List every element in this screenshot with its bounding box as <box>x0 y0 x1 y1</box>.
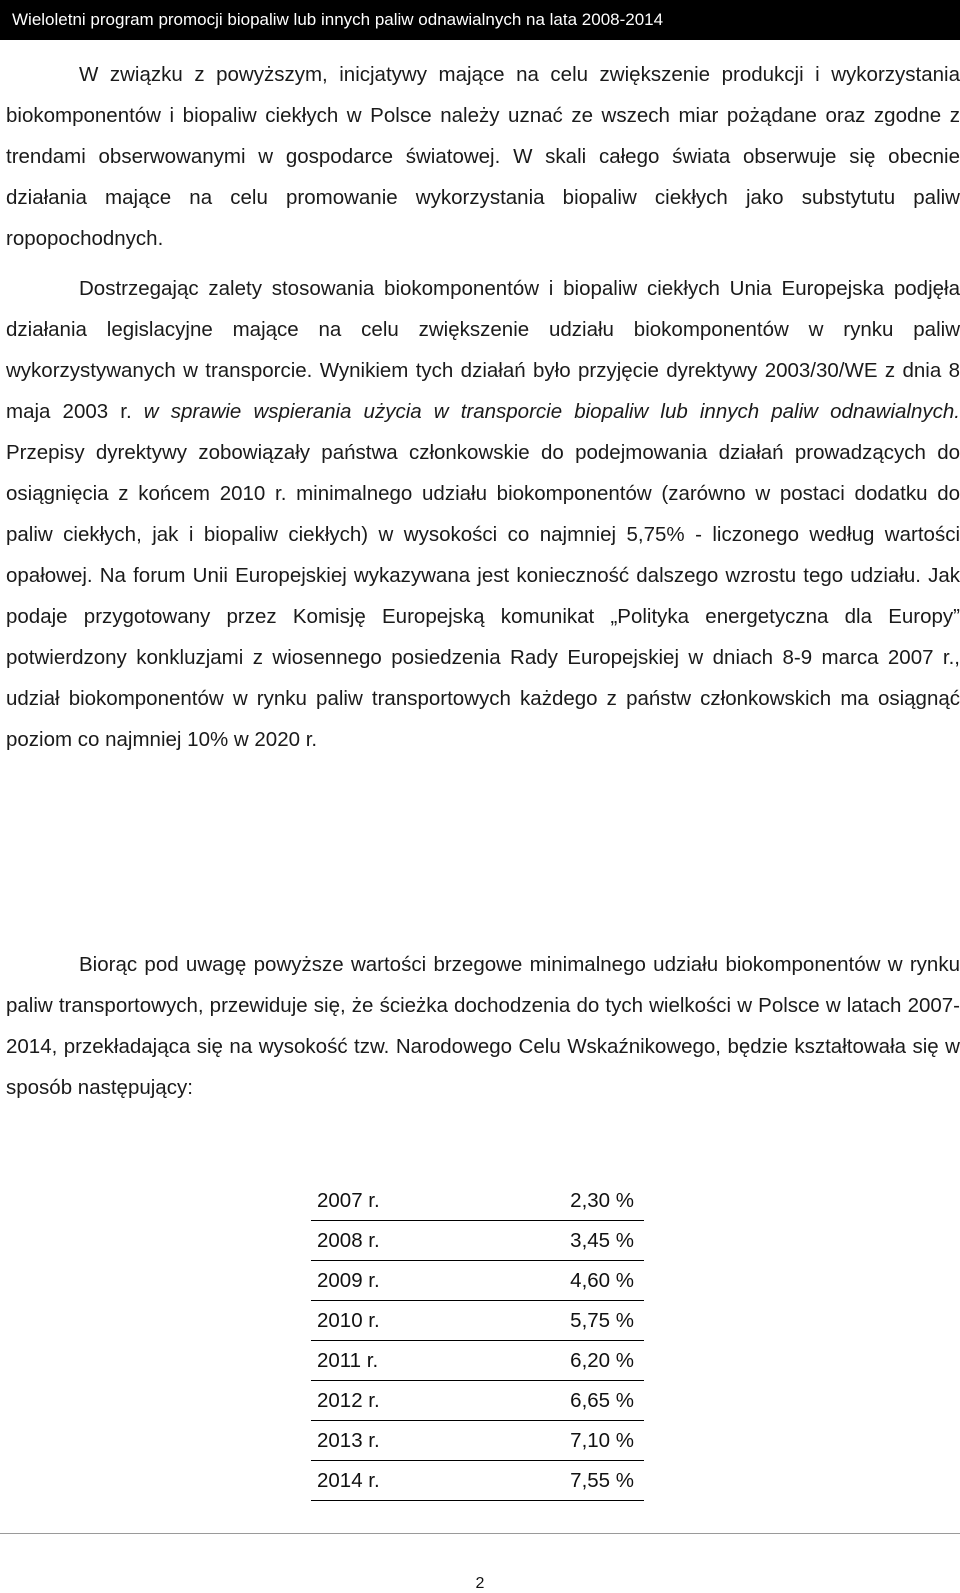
document-header <box>0 0 960 40</box>
table-row <box>311 1461 644 1501</box>
paragraph-2-text-a: Dostrzegając zalety stosowania biokomponentów i biopaliw ciekłych Unia Europejska podjęła działania legislacyjne mające na celu zwiększenie udziału biokomponentów w rynku paliw wykorzystywanych w transporcie. Wynikiem tych działań było przyjęcie dyrektywy 2003/30/WE z dnia 8 maja 2003 r. <box>6 277 960 423</box>
paragraph-1: W związku z powyższym, inicjatywy mające na celu zwiększenie produkcji i wykorzystania biokomponentów i biopaliw ciekłych w Polsce należy uznać ze wszech miar pożądane oraz zgodne z trendami obserwowanymi w gospodarce światowej. W skali całego świata obserwuje się obecnie działania mające na celu promowanie wykorzystania biopaliw ciekłych jako substytutu paliw ropopochodnych. <box>6 63 960 250</box>
table-row <box>311 1221 644 1261</box>
percent-cell: 7,10 % <box>512 1421 644 1461</box>
year-cell: 2012 r. <box>311 1381 512 1421</box>
percent-cell: 2,30 % <box>512 1181 644 1221</box>
table-row <box>311 1341 644 1381</box>
page-number: 2 <box>475 1575 485 1592</box>
year-cell: 2009 r. <box>311 1261 512 1301</box>
percent-cell: 3,45 % <box>512 1221 644 1261</box>
percent-cell: 6,65 % <box>512 1381 644 1421</box>
directive-title-italic: w sprawie wspierania użycia w transporcie biopaliw lub innych paliw odnawialnych. <box>143 400 960 423</box>
paragraph-2-text-b: Przepisy dyrektywy zobowiązały państwa członkowskie do podejmowania działań prowadzących do osiągnięcia z końcem 2010 r. minimalnego udziału biokomponentów (zarówno w postaci dodatku do paliw ciekłych, jak i biopaliw ciekłych) w wysokości co najmniej 5,75% - liczonego według wartości opałowej. Na forum Unii Europejskiej wykazywana jest konieczność dalszego wzrostu tego udziału. Jak podaje przygotowany przez Komisję Europejską komunikat „Polityka energetyczna dla Europy” potwierdzony konkluzjami z wiosennego posiedzenia Rady Europejskiej w dniach 8-9 marca 2007 r., udział biokomponentów w rynku paliw transportowych każdego z państw członkowskich ma osiągnąć poziom co najmniej 10% w 2020 r. <box>6 441 960 751</box>
percent-cell: 5,75 % <box>512 1301 644 1341</box>
national-target-table <box>311 1181 644 1501</box>
table-row <box>311 1301 644 1341</box>
paragraph-3: Biorąc pod uwagę powyższe wartości brzegowe minimalnego udziału biokomponentów w rynku paliw transportowych, przewiduje się, że ścieżka dochodzenia do tych wielkości w Polsce w latach 2007-2014, przekładająca się na wysokość tzw. Narodowego Celu Wskaźnikowego, będzie kształtowała się w sposób następujący: <box>6 953 960 1099</box>
footer-divider <box>0 1533 960 1534</box>
document-title: Wieloletni program promocji biopaliw lub innych paliw odnawialnych na lata 2008-2014 <box>12 10 664 29</box>
year-cell: 2010 r. <box>311 1301 512 1341</box>
year-cell: 2007 r. <box>311 1181 512 1221</box>
table-row <box>311 1261 644 1301</box>
table-row <box>311 1421 644 1461</box>
percent-cell: 7,55 % <box>512 1461 644 1501</box>
paragraph-2 <box>6 268 960 760</box>
percent-cell: 6,20 % <box>512 1341 644 1381</box>
year-cell: 2011 r. <box>311 1341 512 1381</box>
year-cell: 2008 r. <box>311 1221 512 1261</box>
year-cell: 2013 r. <box>311 1421 512 1461</box>
table-row <box>311 1381 644 1421</box>
year-cell: 2014 r. <box>311 1461 512 1501</box>
table-row <box>311 1181 644 1221</box>
percent-cell: 4,60 % <box>512 1261 644 1301</box>
